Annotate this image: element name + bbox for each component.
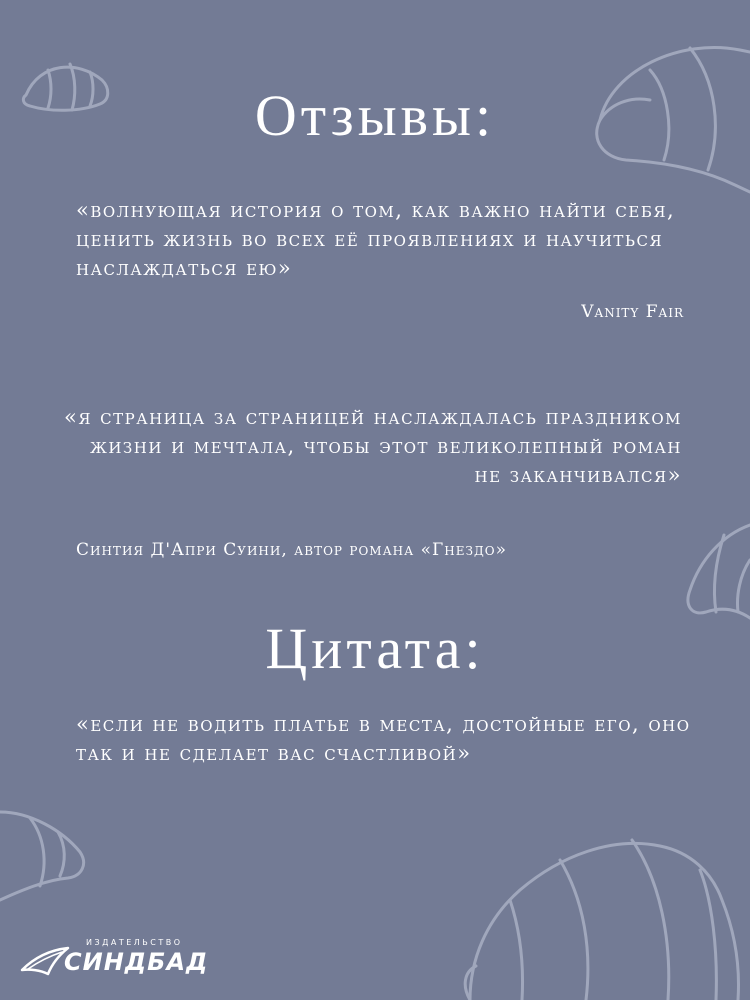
publisher-logo [18, 938, 208, 980]
review-author-2: Синтия Д'Апри Суини, автор романа «Гнездо» [76, 540, 507, 560]
review-quote-2: «я страница за страницей наслаждалась праздником жизни и мечтала, чтобы этот великолепный роман не заканчивался» [64, 405, 682, 487]
reviews-heading: Отзывы: [254, 83, 496, 148]
book-quote: «если не водить платье в места, достойные его, оно так и не сделает вас счастливой» [76, 712, 691, 765]
quote-heading: Цитата: [265, 616, 485, 681]
review-quote-1: «волнующая история о том, как важно найти себя, ценить жизнь во всех её проявлениях и научиться наслаждаться ею» [76, 198, 676, 280]
publisher-name: СИНДБАД [64, 948, 209, 976]
croissant-icon [0, 812, 84, 900]
croissant-icon [465, 840, 738, 1000]
sail-icon [18, 940, 70, 978]
review-author-1: Vanity Fair [581, 302, 684, 322]
croissant-icon [688, 525, 750, 618]
publisher-subtitle: ИЗДАТЕЛЬСТВО [86, 938, 183, 947]
